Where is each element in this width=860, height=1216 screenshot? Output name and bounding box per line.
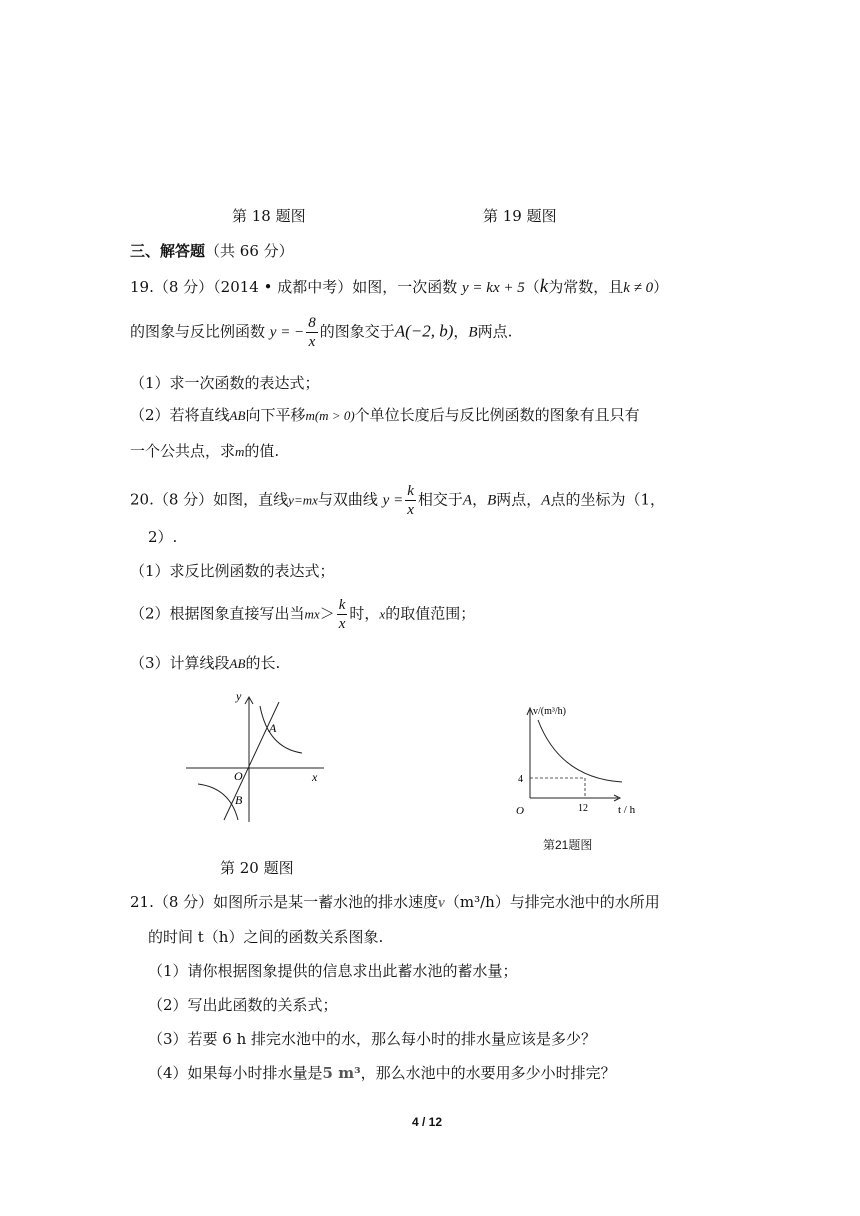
section-name: 三、解答题 bbox=[130, 242, 206, 260]
q20-text: 的长. bbox=[245, 654, 281, 672]
q20-sub2 bbox=[130, 596, 475, 633]
q20-text: （3）计算线段 bbox=[130, 654, 230, 672]
q19-text: （2）若将直线 bbox=[130, 406, 230, 424]
q21-unit: （m³/h） bbox=[444, 893, 510, 911]
q20-gt: ＞ bbox=[319, 604, 335, 623]
fig20-y-label: y bbox=[236, 689, 242, 703]
line-ab bbox=[224, 702, 279, 820]
frac-den: x bbox=[338, 616, 346, 632]
fig21-y-label: v/(m³/h) bbox=[533, 706, 566, 717]
q19-sub2 bbox=[130, 404, 640, 425]
q19-text: 的值. bbox=[244, 442, 280, 460]
frac-den: x bbox=[407, 502, 414, 518]
q19-condition: k ≠ 0 bbox=[623, 280, 654, 296]
q19-k: k bbox=[539, 276, 549, 297]
fig20-point-a-label: A bbox=[269, 721, 277, 735]
q20-line-eq: y=mx bbox=[288, 492, 318, 508]
q20-text: 与双曲线 bbox=[317, 490, 378, 509]
fig19-caption: 第 19 题图 bbox=[483, 207, 557, 225]
frac-num: k bbox=[407, 483, 414, 499]
q21-line1 bbox=[130, 891, 660, 912]
q20-text: （2）根据图象直接写出当 bbox=[130, 604, 305, 623]
q19-linear-formula: y = kx + 5 bbox=[462, 280, 525, 296]
q19-text: 向下平移 bbox=[245, 406, 306, 424]
fig20-caption: 第 20 题图 bbox=[220, 859, 294, 877]
q19-ab: AB bbox=[229, 408, 246, 423]
q20-hyperbola-lhs: y = bbox=[382, 492, 404, 509]
q20-text: ， bbox=[472, 490, 488, 509]
q20-text: 时， bbox=[349, 604, 380, 623]
section-title bbox=[130, 240, 294, 261]
fig21-origin-label: O bbox=[516, 805, 524, 817]
q19-text: 19.（8 分）（2014 • 成都中考）如图，一次函数 bbox=[130, 278, 458, 296]
q20-line1 bbox=[130, 482, 665, 519]
q20-fraction-2 bbox=[337, 596, 348, 633]
fig20-x-label: x bbox=[312, 770, 318, 784]
q21-text: （4）如果每小时排水量是 bbox=[148, 1064, 323, 1082]
q21-sub4 bbox=[148, 1062, 616, 1083]
q20-point-a: A bbox=[462, 492, 473, 509]
frac-den: x bbox=[308, 334, 316, 350]
fig21-y-tick: 4 bbox=[518, 774, 523, 785]
q21-line2: 的时间 t（h）之间的函数关系图象. bbox=[148, 928, 384, 946]
q21-sub2: （2）写出此函数的关系式； bbox=[148, 996, 338, 1014]
q19-text: ， bbox=[453, 322, 469, 341]
section-points: （共 66 分） bbox=[205, 242, 294, 260]
q19-line2 bbox=[130, 314, 512, 351]
q19-text: 的图象与反比例函数 bbox=[130, 322, 266, 341]
q19-text: ） bbox=[653, 278, 669, 296]
fig20-graph bbox=[182, 686, 332, 826]
q19-m: m bbox=[235, 444, 245, 459]
q20-text: 相交于 bbox=[417, 490, 463, 509]
q20-text: 的取值范围； bbox=[385, 604, 476, 623]
q21-text: 21.（8 分）如图所示是某一蓄水池的排水速度 bbox=[130, 893, 439, 911]
fig20-point-b-label: B bbox=[235, 793, 243, 807]
page-number: 4 / 12 bbox=[412, 1115, 443, 1129]
q20-text: 点的坐标为（1， bbox=[550, 490, 665, 509]
q20-point-b: B bbox=[487, 492, 497, 509]
q19-inverse-lhs: y = − bbox=[269, 324, 305, 341]
q19-point-a: A(−2, b) bbox=[394, 321, 454, 341]
q19-sub2-line2 bbox=[130, 440, 279, 461]
q20-line2: 2）. bbox=[148, 528, 178, 546]
fig20-origin-label: O bbox=[234, 769, 243, 783]
q20-mx: mx bbox=[304, 606, 320, 622]
q20-text: 两点， bbox=[496, 490, 542, 509]
q20-sub1: （1）求反比例函数的表达式； bbox=[130, 562, 335, 580]
fig21-caption: 第21题图 bbox=[543, 838, 593, 852]
q19-sub1: （1）求一次函数的表达式； bbox=[130, 374, 320, 392]
q19-text: 为常数，且 bbox=[548, 278, 624, 296]
q20-text: 20.（8 分）如图，直线 bbox=[130, 490, 289, 509]
q20-point-a: A bbox=[541, 492, 551, 509]
fig21-x-tick: 12 bbox=[578, 803, 588, 814]
frac-num: 8 bbox=[308, 315, 316, 331]
q19-fraction bbox=[306, 314, 318, 351]
q21-text: ，那么水池中的水要用多少小时排完？ bbox=[360, 1064, 616, 1082]
inverse-curve bbox=[538, 720, 622, 782]
q19-line1 bbox=[130, 276, 668, 298]
q19-text: 一个公共点，求 bbox=[130, 442, 236, 460]
q21-rate: 5 m³ bbox=[322, 1064, 361, 1082]
q20-ab: AB bbox=[229, 656, 246, 671]
q21-sub1: （1）请你根据图象提供的信息求出此蓄水池的蓄水量； bbox=[148, 962, 518, 980]
q19-text: 两点. bbox=[477, 322, 513, 341]
q19-text: （ bbox=[524, 278, 540, 296]
fig18-caption: 第 18 题图 bbox=[232, 207, 306, 225]
q20-fraction bbox=[405, 482, 416, 519]
q21-sub3: （3）若要 6 h 排完水池中的水，那么每小时的排水量应该是多少？ bbox=[148, 1030, 597, 1048]
fig21-graph bbox=[508, 700, 648, 825]
q19-m-cond: m(m > 0) bbox=[305, 408, 355, 423]
fig21-x-label: t / h bbox=[618, 804, 636, 816]
q21-text: 与排完水池中的水所用 bbox=[509, 893, 660, 911]
q19-text: 的图象交于 bbox=[319, 322, 395, 341]
q21-v: v bbox=[438, 895, 445, 911]
q19-text: 个单位长度后与反比例函数的图象有且只有 bbox=[354, 406, 640, 424]
q20-sub3 bbox=[130, 652, 280, 673]
frac-num: k bbox=[338, 597, 346, 613]
q20-x: x bbox=[379, 606, 386, 622]
q19-point-b: B bbox=[468, 324, 478, 341]
